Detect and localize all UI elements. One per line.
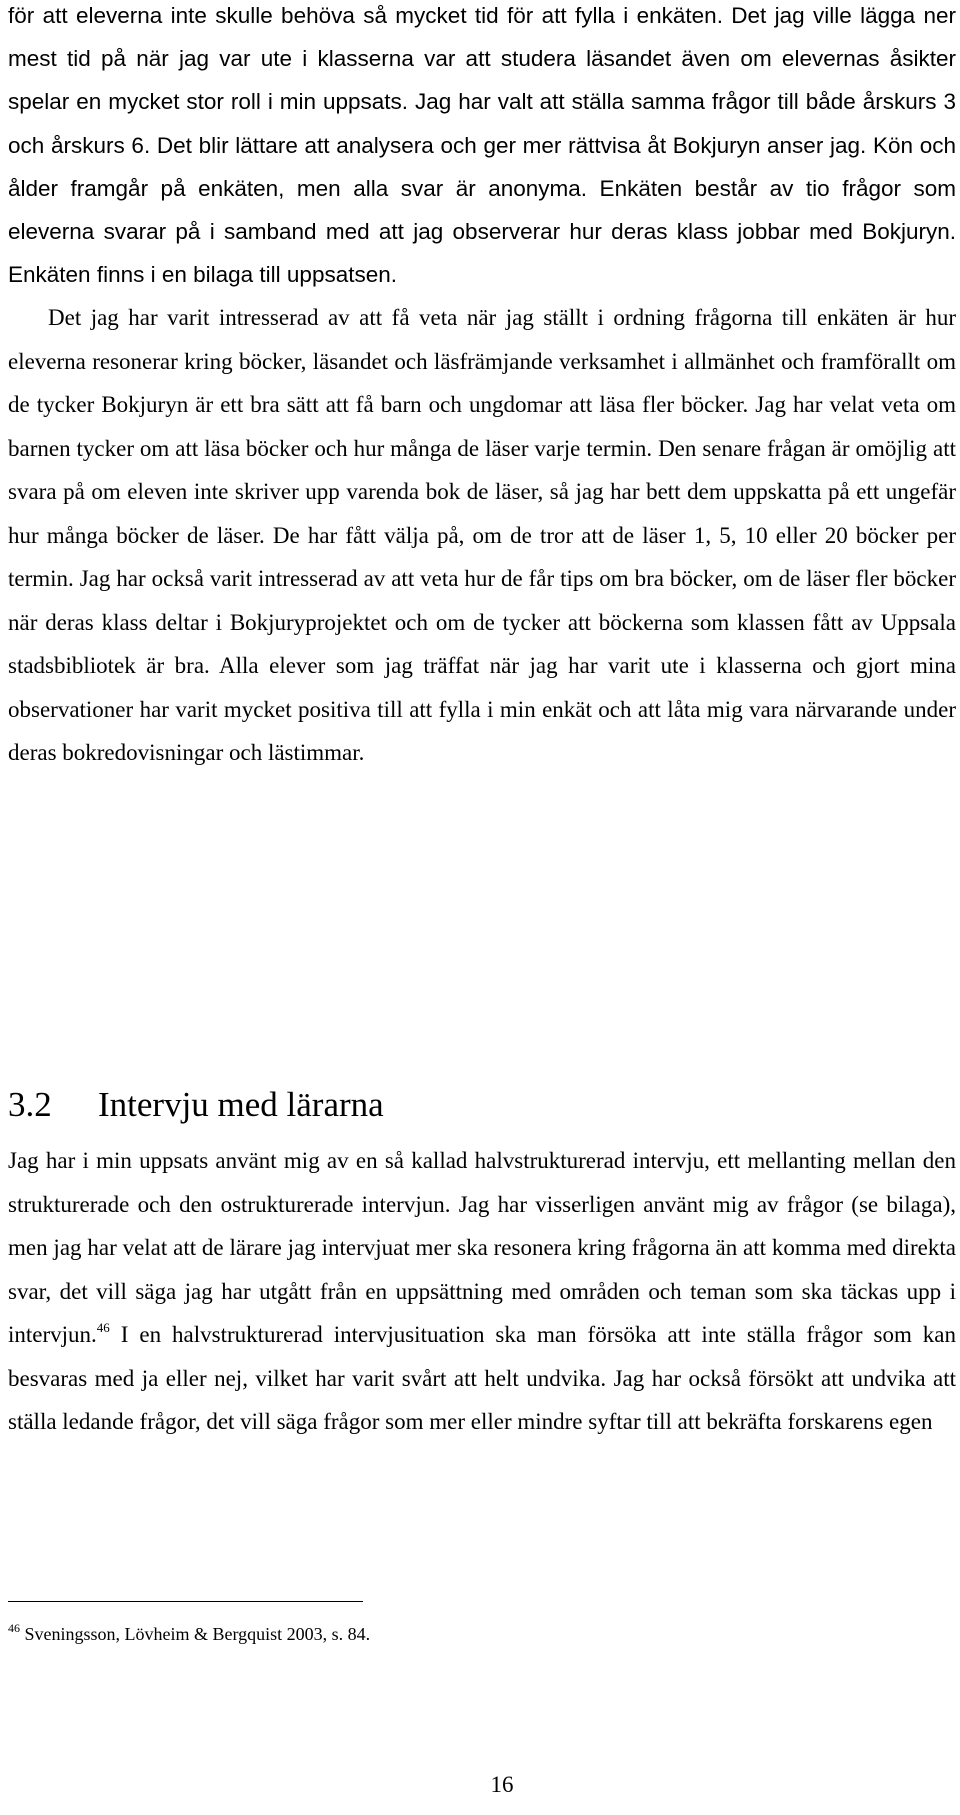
footnote bbox=[8, 1622, 370, 1646]
paragraph bbox=[8, 1139, 956, 1444]
section-title: Intervju med lärarna bbox=[98, 1085, 384, 1124]
paragraph: för att eleverna inte skulle behöva så mycket tid för att fylla i enkäten. Det jag ville lägga ner mest tid på när jag var ute i klasserna var att studera läsandet även om elevernas åsikter spelar en mycket stor roll i min uppsats. Jag har valt att ställa samma frågor till både årskurs 3 och årskurs 6. Det blir lättare att analysera och ger mer rättvisa åt Bokjuryn anser jag. Kön och ålder framgår på enkäten, men alla svar är anonyma. Enkäten består av tio frågor som eleverna svarar på i samband med att jag observerar hur deras klass jobbar med Bokjuryn. Enkäten finns i en bilaga till uppsatsen. bbox=[8, 3, 956, 288]
section-heading bbox=[8, 1085, 384, 1125]
paragraph: Det jag har varit intresserad av att få veta när jag ställt i ordning frågorna till enkäten är hur eleverna resonerar kring böcker, läsandet och läsfrämjande verksamhet i allmänhet och framförallt om de tycker Bokjuryn är ett bra sätt att få barn och ungdomar att läsa fler böcker. Jag har velat veta om barnen tycker om att läsa böcker och hur många de läser varje termin. Den senare frågan är omöjlig att svara på om eleven inte skriver upp varenda bok de läser, så jag har bett dem uppskatta på ett ungefär hur många böcker de läser. De har fått välja på, om de tror att de läser 1, 5, 10 eller 20 böcker per termin. Jag har också varit intresserad av att veta hur de får tips om bra böcker, om de läser fler böcker när deras klass deltar i Bokjuryprojektet och om de tycker att böckerna som klassen fått av Uppsala stadsbibliotek är bra. Alla elever som jag träffat när jag har varit ute i klasserna och gjort mina observationer har varit mycket positiva till att fylla i min enkät och att låta mig vara närvarande under deras bokredovisningar och lästimmar. bbox=[8, 305, 956, 766]
body-text bbox=[8, 0, 956, 775]
paragraph-text: Jag har i min uppsats använt mig av en så kallad halvstrukturerad intervju, ett mellanting mellan den strukturerade och den ostrukturerade intervjun. Jag har visserligen använt mig av frågor (se bilaga), men jag har velat att de lärare jag intervjuat mer ska resonera kring frågorna än att komma med direkta svar, det vill säga jag har utgått från en uppsättning med områden och teman som ska täckas upp i intervjun. bbox=[8, 1148, 956, 1347]
footnote-divider bbox=[8, 1601, 363, 1602]
paragraph-text: I en halvstrukturerad intervjusituation ska man försöka att inte ställa frågor som kan besvaras med ja eller nej, vilket har varit svårt att helt undvika. Jag har också försökt att undvika att ställa ledande frågor, det vill säga frågor som mer eller mindre syftar till att bekräfta forskarens egen bbox=[8, 1322, 956, 1434]
footnote-text: Sveningsson, Lövheim & Bergquist 2003, s. 84. bbox=[20, 1624, 371, 1644]
section-number: 3.2 bbox=[8, 1085, 52, 1124]
footnote-number: 46 bbox=[8, 1621, 20, 1635]
page-number: 16 bbox=[490, 1772, 514, 1797]
footnote-reference: 46 bbox=[96, 1320, 110, 1335]
section-body bbox=[8, 1139, 956, 1444]
